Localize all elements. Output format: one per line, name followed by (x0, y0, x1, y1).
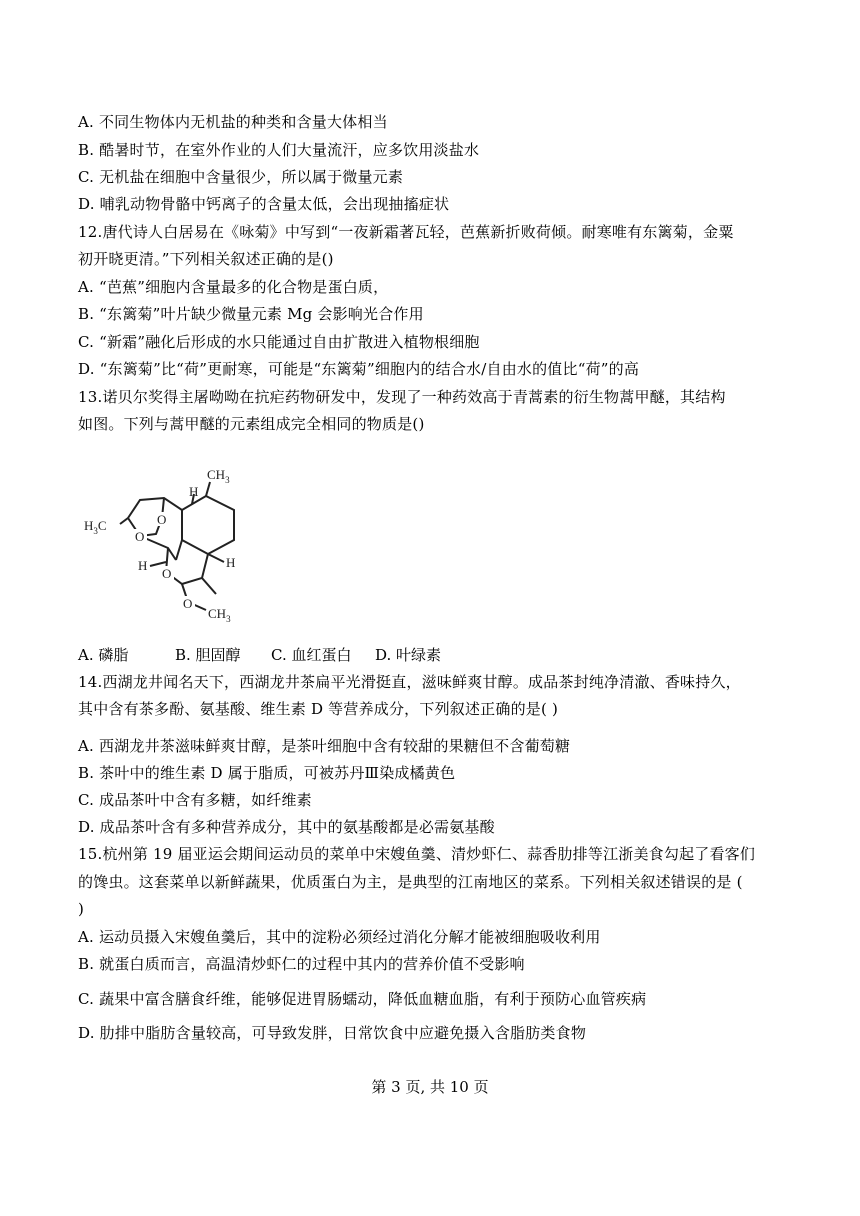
artemether-structure-figure (78, 466, 268, 626)
h-left-label: H (138, 558, 148, 573)
ch3-bottom-label: $CH_3$ (208, 606, 231, 624)
q15-stem-line2: 的馋虫。这套菜单以新鲜蔬果，优质蛋白为主，是典型的江南地区的菜系。下列相关叙述错误的是 ( (78, 873, 743, 891)
h-right-label: H (226, 555, 236, 570)
q15-option-d: D. 肋排中脂肪含量较高，可导致发胖，日常饮食中应避免摄入含脂肪类食物 (78, 1024, 587, 1042)
oxygen-label-3: O (162, 566, 172, 581)
q13-stem-line2: 如图。下列与蒿甲醚的元素组成完全相同的物质是() (78, 415, 425, 433)
q14-option-a: A. 西湖龙井茶滋味鲜爽甘醇，是茶叶细胞中含有较甜的果糖但不含葡萄糖 (78, 737, 571, 755)
chemical-structure-diagram (78, 466, 268, 626)
q14-option-b: B. 茶叶中的维生素 D 属于脂质，可被苏丹Ⅲ染成橘黄色 (78, 764, 456, 782)
q12-option-b: B. “东篱菊”叶片缺少微量元素 Mg 会影响光合作用 (78, 305, 424, 323)
q12-stem-line2: 初开晓更清。”下列相关叙述正确的是() (78, 250, 334, 268)
q13-option-c: C. 血红蛋白 (271, 646, 352, 664)
h-top-label: H (189, 484, 199, 499)
q12-option-d: D. “东篱菊”比“荷”更耐寒，可能是“东篱菊”细胞内的结合水/自由水的值比“荷”的高 (78, 360, 640, 378)
h3c-left-label: $H_3C$ (84, 518, 107, 536)
q15-option-a: A. 运动员摄入宋嫂鱼羹后，其中的淀粉必须经过消化分解才能被细胞吸收利用 (78, 928, 601, 946)
q11-option-a: A. 不同生物体内无机盐的种类和含量大体相当 (78, 113, 388, 131)
q14-stem-line1: 14.西湖龙井闻名天下，西湖龙井茶扁平光滑挺直，滋味鲜爽甘醇。成品茶封纯净清澈、香味持久， (78, 673, 741, 691)
ch3-top-label: $CH_3$ (207, 467, 230, 485)
q11-option-b: B. 酷暑时节，在室外作业的人们大量流汗，应多饮用淡盐水 (78, 141, 480, 159)
q11-option-d: D. 哺乳动物骨骼中钙离子的含量太低，会出现抽搐症状 (78, 195, 450, 213)
page-footer: 第 3 页, 共 10 页 (371, 1078, 489, 1096)
q12-option-c: C. “新霜”融化后形成的水只能通过自由扩散进入植物根细胞 (78, 333, 480, 351)
q13-option-d: D. 叶绿素 (375, 646, 442, 664)
q15-stem-line3: ) (78, 900, 85, 918)
q14-stem-line2: 其中含有茶多酚、氨基酸、维生素 D 等营养成分，下列叙述正确的是( ) (78, 700, 559, 718)
q12-option-a: A. “芭蕉”细胞内含量最多的化合物是蛋白质， (78, 278, 389, 296)
q15-option-c: C. 蔬果中富含膳食纤维，能够促进胃肠蠕动，降低血糖血脂，有利于预防心血管疾病 (78, 990, 647, 1008)
q15-option-b: B. 就蛋白质而言，高温清炒虾仁的过程中其内的营养价值不受影响 (78, 955, 525, 973)
q14-option-c: C. 成品茶叶中含有多糖，如纤维素 (78, 791, 312, 809)
oxygen-label-1: O (135, 529, 145, 544)
q11-option-c: C. 无机盐在细胞中含量很少，所以属于微量元素 (78, 168, 404, 186)
q13-options (78, 645, 441, 665)
oxygen-label-2: O (157, 512, 167, 527)
q13-stem-line1: 13.诺贝尔奖得主屠呦呦在抗疟药物研发中，发现了一种药效高于青蒿素的衍生物蒿甲醚，其结构 (78, 388, 726, 406)
q15-stem-line1: 15.杭州第 19 届亚运会期间运动员的菜单中宋嫂鱼羹、清炒虾仁、蒜香肋排等江浙美食勾起了看客们 (78, 845, 756, 863)
q13-option-a: A. 磷脂 (78, 646, 129, 664)
q13-option-b: B. 胆固醇 (175, 646, 241, 664)
q14-option-d: D. 成品茶叶含有多种营养成分，其中的氨基酸都是必需氨基酸 (78, 818, 495, 836)
q12-stem-line1: 12.唐代诗人白居易在《咏菊》中写到“一夜新霜著瓦轻，芭蕉新折败荷倾。耐寒唯有东篱菊，金粟 (78, 223, 734, 241)
oxygen-label-methoxy: O (183, 596, 193, 611)
